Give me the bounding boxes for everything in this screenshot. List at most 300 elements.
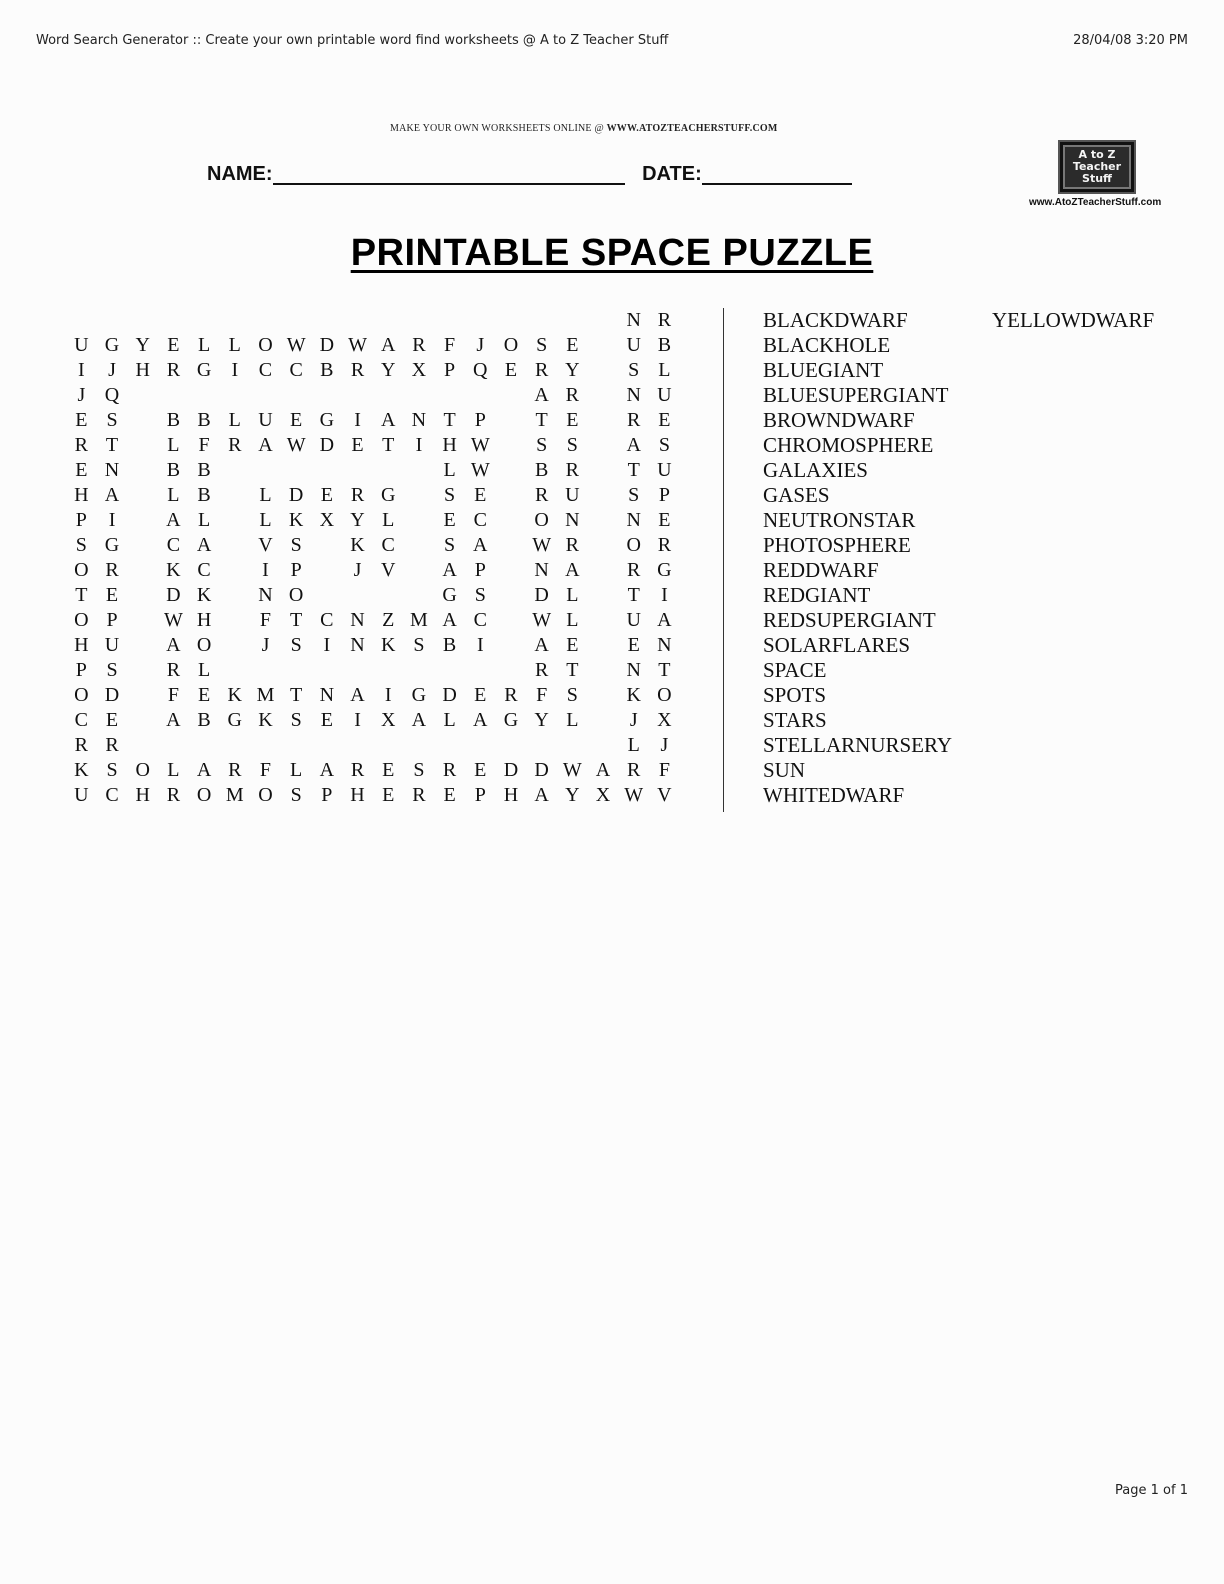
grid-cell: F [444, 334, 456, 356]
word-list-item: BLUESUPERGIANT [763, 383, 949, 407]
grid-cell: C [473, 609, 487, 631]
grid-cell: Q [473, 359, 488, 381]
word-list-item: PHOTOSPHERE [763, 533, 911, 557]
grid-cell: U [626, 609, 641, 631]
grid-cell: W [470, 459, 490, 481]
word-list-item: STELLARNURSERY [763, 733, 953, 757]
word-list-item: NEUTRONSTAR [763, 508, 916, 532]
grid-cell: K [350, 534, 365, 556]
grid-row [66, 658, 680, 683]
grid-cell: U [258, 409, 273, 431]
grid-cell: B [166, 409, 181, 431]
word-list-item: SPOTS [763, 683, 827, 707]
word-list-item: SPACE [763, 658, 827, 682]
grid-cell: B [197, 709, 211, 731]
grid-cell: S [628, 359, 640, 381]
name-date-row [207, 163, 852, 186]
grid-cell: X [411, 359, 427, 381]
grid-cell: A [534, 384, 549, 406]
grid-cell: A [534, 784, 549, 806]
grid-cell: C [320, 609, 334, 631]
grid-cell: R [534, 484, 549, 506]
grid-cell: M [410, 609, 428, 631]
grid-cell: E [382, 784, 395, 806]
grid-cell: S [106, 409, 118, 431]
grid-cell: Z [382, 609, 395, 631]
grid-cell: S [536, 334, 548, 356]
grid-cell: U [74, 784, 89, 806]
grid-cell: W [348, 334, 367, 356]
grid-cell: S [290, 784, 302, 806]
grid-cell: A [166, 709, 181, 731]
logo-line-3: Stuff [1082, 172, 1112, 185]
grid-cell: P [658, 484, 670, 506]
grid-cell: R [565, 534, 580, 556]
grid-cell: P [321, 784, 333, 806]
grid-row [66, 408, 680, 433]
grid-cell: D [319, 434, 335, 456]
grid-cell: V [258, 534, 273, 556]
grid-cell: A [411, 709, 427, 731]
grid-cell: P [75, 659, 87, 681]
letter-grid [66, 308, 680, 808]
grid-cell: L [167, 434, 180, 456]
grid-cell: S [444, 534, 456, 556]
grid-cell: C [289, 359, 303, 381]
promo-line [390, 123, 778, 134]
grid-cell: Y [565, 784, 580, 806]
word-list-item: CHROMOSPHERE [763, 433, 934, 457]
grid-cell: G [196, 359, 212, 381]
grid-cell: L [167, 759, 180, 781]
grid-cell: L [228, 409, 241, 431]
grid-cell: D [534, 759, 549, 781]
grid-cell: R [657, 534, 672, 556]
word-list-item: BLACKDWARF [763, 308, 908, 332]
grid-cell: C [381, 534, 395, 556]
grid-cell: R [504, 684, 518, 706]
print-timestamp: 28/04/08 3:20 PM [1073, 33, 1188, 48]
grid-cell: U [565, 484, 580, 506]
grid-cell: R [657, 309, 672, 331]
grid-cell: K [288, 509, 304, 531]
grid-cell: P [474, 409, 486, 431]
grid-cell: A [595, 759, 611, 781]
grid-cell: L [443, 709, 456, 731]
grid-cell: R [74, 734, 89, 756]
grid-cell: U [657, 384, 672, 406]
grid-cell: B [197, 484, 211, 506]
grid-cell: L [658, 359, 671, 381]
grid-cell: L [259, 509, 272, 531]
grid-cell: S [413, 759, 425, 781]
grid-cell: L [566, 584, 579, 606]
grid-cell: A [565, 559, 580, 581]
grid-cell: J [353, 559, 362, 581]
grid-cell: A [166, 634, 181, 656]
grid-cell: W [532, 609, 552, 631]
grid-cell: A [104, 484, 120, 506]
grid-row [66, 558, 680, 583]
grid-cell: I [384, 684, 392, 706]
grid-cell: L [197, 334, 211, 356]
grid-cell: N [350, 634, 365, 656]
grid-cell: R [166, 784, 181, 806]
grid-cell: J [476, 334, 485, 356]
grid-cell: L [443, 459, 456, 481]
grid-cell: E [658, 409, 671, 431]
grid-cell: G [503, 709, 519, 731]
grid-cell: K [626, 684, 641, 706]
grid-cell: D [503, 759, 519, 781]
grid-cell: B [534, 459, 549, 481]
word-list-item: GASES [763, 483, 830, 507]
grid-cell: B [197, 409, 211, 431]
grid-cell: K [196, 584, 212, 606]
grid-row [66, 483, 680, 508]
grid-row [66, 708, 680, 733]
grid-cell: E [197, 684, 211, 706]
grid-cell: R [534, 359, 549, 381]
grid-cell: S [628, 484, 640, 506]
grid-cell: E [627, 634, 640, 656]
grid-cell: Y [534, 709, 549, 731]
grid-cell: S [106, 759, 118, 781]
grid-cell: A [626, 434, 641, 456]
grid-cell: K [227, 684, 242, 706]
grid-cell: T [290, 684, 303, 706]
grid-cell: D [534, 584, 549, 606]
grid-cell: E [658, 509, 671, 531]
grid-cell: O [288, 584, 304, 606]
grid-cell: E [167, 334, 180, 356]
grid-cell: T [535, 409, 548, 431]
word-list-item: BLACKHOLE [763, 333, 891, 357]
grid-cell: J [261, 634, 270, 656]
grid-cell: P [106, 609, 118, 631]
grid-cell: A [657, 609, 672, 631]
puzzle-title [0, 232, 1224, 275]
grid-cell: R [228, 759, 242, 781]
grid-cell: H [74, 634, 89, 656]
puzzle-title-text: PRINTABLE SPACE PUZZLE [350, 232, 874, 274]
grid-cell: O [135, 759, 150, 781]
grid-cell: E [474, 759, 487, 781]
grid-cell: N [319, 684, 335, 706]
grid-cell: O [196, 634, 212, 656]
grid-cell: U [657, 459, 672, 481]
grid-cell: B [166, 459, 181, 481]
grid-cell: E [75, 459, 88, 481]
grid-cell: I [262, 559, 269, 581]
grid-cell: A [196, 759, 212, 781]
grid-cell: Y [350, 509, 365, 531]
column-divider [723, 308, 724, 812]
grid-cell: O [626, 534, 641, 556]
grid-cell: K [258, 709, 273, 731]
grid-cell: B [320, 359, 334, 381]
grid-cell: F [658, 759, 670, 781]
grid-cell: R [350, 359, 365, 381]
grid-row [66, 608, 680, 633]
promo-site: WWW.ATOZTEACHERSTUFF.COM [606, 123, 778, 134]
grid-row [66, 358, 680, 383]
grid-cell: I [108, 509, 116, 531]
grid-cell: D [104, 684, 120, 706]
atoz-logo [1058, 140, 1136, 194]
grid-row [66, 783, 680, 808]
grid-cell: O [74, 559, 89, 581]
grid-cell: K [74, 759, 89, 781]
date-blank [702, 163, 852, 185]
word-list-item: GALAXIES [763, 458, 868, 482]
grid-cell: Y [565, 359, 580, 381]
grid-cell: T [627, 584, 640, 606]
grid-cell: T [75, 584, 88, 606]
grid-cell: D [319, 334, 335, 356]
name-blank [273, 163, 625, 185]
grid-cell: B [657, 334, 672, 356]
logo-url: www.AtoZTeacherStuff.com [1029, 197, 1162, 208]
promo-text: MAKE YOUR OWN WORKSHEETS ONLINE @ [390, 123, 607, 134]
page-number: Page 1 of 1 [1115, 1483, 1188, 1498]
word-list-item: BROWNDWARF [763, 408, 915, 432]
grid-cell: R [627, 559, 641, 581]
grid-cell: I [78, 359, 85, 381]
grid-cell: U [626, 334, 641, 356]
grid-cell: F [198, 434, 210, 456]
grid-cell: D [442, 684, 457, 706]
grid-cell: N [626, 659, 641, 681]
grid-cell: R [442, 759, 457, 781]
grid-cell: I [476, 634, 484, 656]
grid-cell: W [470, 434, 490, 456]
grid-cell: F [167, 684, 179, 706]
grid-cell: A [473, 534, 488, 556]
grid-cell: R [105, 559, 119, 581]
grid-row [66, 458, 680, 483]
grid-cell: S [444, 484, 456, 506]
grid-cell: R [105, 734, 119, 756]
grid-cell: E [566, 409, 579, 431]
word-list-item: WHITEDWARF [763, 783, 905, 807]
word-list-item: REDGIANT [763, 583, 871, 607]
grid-cell: P [444, 359, 456, 381]
grid-cell: G [104, 334, 120, 356]
grid-cell: Y [135, 334, 150, 356]
grid-cell: C [473, 509, 487, 531]
grid-cell: A [380, 409, 396, 431]
grid-row [66, 733, 680, 758]
grid-cell: S [106, 659, 118, 681]
grid-cell: N [626, 384, 641, 406]
grid-cell: I [415, 434, 423, 456]
word-list-item: SOLARFLARES [763, 633, 911, 657]
grid-row [66, 433, 680, 458]
word-list-item: SUN [763, 758, 806, 782]
grid-cell: E [105, 709, 119, 731]
grid-cell: B [442, 634, 457, 656]
grid-cell: Y [380, 359, 396, 381]
grid-cell: I [231, 359, 239, 381]
grid-cell: X [595, 784, 611, 806]
grid-row [66, 308, 680, 333]
grid-cell: G [104, 534, 120, 556]
grid-cell: E [566, 634, 579, 656]
grid-cell: R [412, 784, 426, 806]
grid-cell: H [135, 784, 150, 806]
grid-cell: L [259, 484, 272, 506]
grid-cell: A [319, 759, 335, 781]
word-list-item: BLUEGIANT [763, 358, 884, 382]
grid-cell: S [566, 684, 578, 706]
grid-cell: E [443, 784, 456, 806]
grid-cell: E [105, 584, 119, 606]
grid-cell: U [104, 634, 120, 656]
grid-row [66, 333, 680, 358]
grid-cell: E [504, 359, 518, 381]
grid-cell: A [196, 534, 212, 556]
grid-cell: I [354, 709, 361, 731]
grid-cell: S [413, 634, 425, 656]
grid-cell: X [657, 709, 672, 731]
grid-cell: N [411, 409, 427, 431]
page-title: Word Search Generator :: Create your own printable word find worksheets @ A to Z Teacher Stuff [36, 33, 669, 48]
grid-cell: U [74, 334, 89, 356]
grid-cell: H [442, 434, 457, 456]
grid-row [66, 633, 680, 658]
grid-cell: T [566, 659, 579, 681]
grid-cell: E [474, 484, 487, 506]
grid-cell: N [626, 309, 641, 331]
grid-cell: C [105, 784, 119, 806]
grid-cell: S [566, 434, 578, 456]
grid-cell: H [196, 609, 212, 631]
grid-cell: L [228, 334, 241, 356]
grid-cell: E [566, 334, 579, 356]
grid-cell: O [534, 509, 549, 531]
grid-cell: D [288, 484, 304, 506]
grid-cell: I [323, 634, 331, 656]
grid-cell: F [259, 609, 272, 631]
grid-cell: N [258, 584, 273, 606]
grid-cell: L [382, 509, 395, 531]
grid-cell: W [562, 759, 582, 781]
grid-cell: R [565, 384, 580, 406]
date-label: DATE: [642, 163, 702, 185]
grid-cell: R [350, 759, 365, 781]
word-list-item: YELLOWDWARF [992, 308, 1155, 332]
grid-row [66, 683, 680, 708]
grid-cell: J [629, 709, 638, 731]
grid-cell: O [74, 684, 89, 706]
name-label: NAME: [207, 163, 273, 185]
grid-cell: W [163, 609, 183, 631]
grid-cell: R [627, 759, 641, 781]
grid-cell: H [74, 484, 89, 506]
grid-cell: R [74, 434, 89, 456]
grid-cell: C [258, 359, 273, 381]
grid-cell: E [351, 434, 364, 456]
grid-cell: T [627, 459, 640, 481]
word-list-item: REDSUPERGIANT [763, 608, 936, 632]
grid-cell: R [412, 334, 426, 356]
grid-cell: O [657, 684, 672, 706]
grid-cell: P [75, 509, 87, 531]
grid-cell: A [350, 684, 365, 706]
grid-cell: C [197, 559, 211, 581]
grid-cell: F [536, 684, 548, 706]
grid-cell: E [75, 409, 88, 431]
grid-cell: J [108, 359, 116, 381]
grid-cell: V [380, 559, 396, 581]
grid-cell: W [286, 434, 306, 456]
grid-row [66, 383, 680, 408]
browser-print-header [36, 33, 1188, 53]
grid-cell: G [380, 484, 396, 506]
grid-cell: J [77, 384, 86, 406]
grid-cell: T [290, 609, 303, 631]
grid-cell: G [442, 584, 457, 606]
grid-cell: L [290, 759, 303, 781]
grid-cell: I [354, 409, 361, 431]
grid-cell: R [166, 659, 181, 681]
grid-cell: D [166, 584, 181, 606]
grid-cell: H [503, 784, 519, 806]
grid-cell: E [474, 684, 487, 706]
grid-cell: K [166, 559, 181, 581]
grid-cell: N [565, 509, 580, 531]
grid-cell: W [286, 334, 306, 356]
grid-cell: A [166, 509, 181, 531]
word-list [763, 308, 952, 808]
grid-cell: Q [104, 384, 120, 406]
grid-cell: G [227, 709, 242, 731]
grid-cell: S [536, 434, 548, 456]
grid-cell: I [661, 584, 668, 606]
grid-row [66, 508, 680, 533]
grid-cell: H [350, 784, 365, 806]
grid-cell: F [259, 759, 272, 781]
grid-cell: S [290, 709, 302, 731]
grid-cell: A [442, 609, 457, 631]
grid-cell: E [443, 509, 456, 531]
grid-cell: P [474, 784, 486, 806]
grid-cell: S [75, 534, 87, 556]
grid-cell: R [228, 434, 242, 456]
grid-cell: H [135, 359, 150, 381]
grid-cell: S [290, 634, 302, 656]
grid-cell: T [105, 434, 119, 456]
grid-cell: N [534, 559, 549, 581]
word-list-item: STARS [763, 708, 827, 732]
grid-cell: C [166, 534, 181, 556]
grid-cell: R [166, 359, 181, 381]
grid-cell: N [350, 609, 365, 631]
grid-cell: X [319, 509, 335, 531]
grid-cell: A [258, 434, 273, 456]
grid-cell: T [382, 434, 395, 456]
grid-cell: O [258, 334, 273, 356]
grid-cell: S [658, 434, 670, 456]
grid-cell: C [74, 709, 89, 731]
grid-cell: R [565, 459, 580, 481]
grid-cell: J [660, 734, 669, 756]
grid-cell: O [196, 784, 212, 806]
grid-cell: W [624, 784, 644, 806]
grid-cell: L [197, 659, 211, 681]
grid-cell: A [473, 709, 488, 731]
